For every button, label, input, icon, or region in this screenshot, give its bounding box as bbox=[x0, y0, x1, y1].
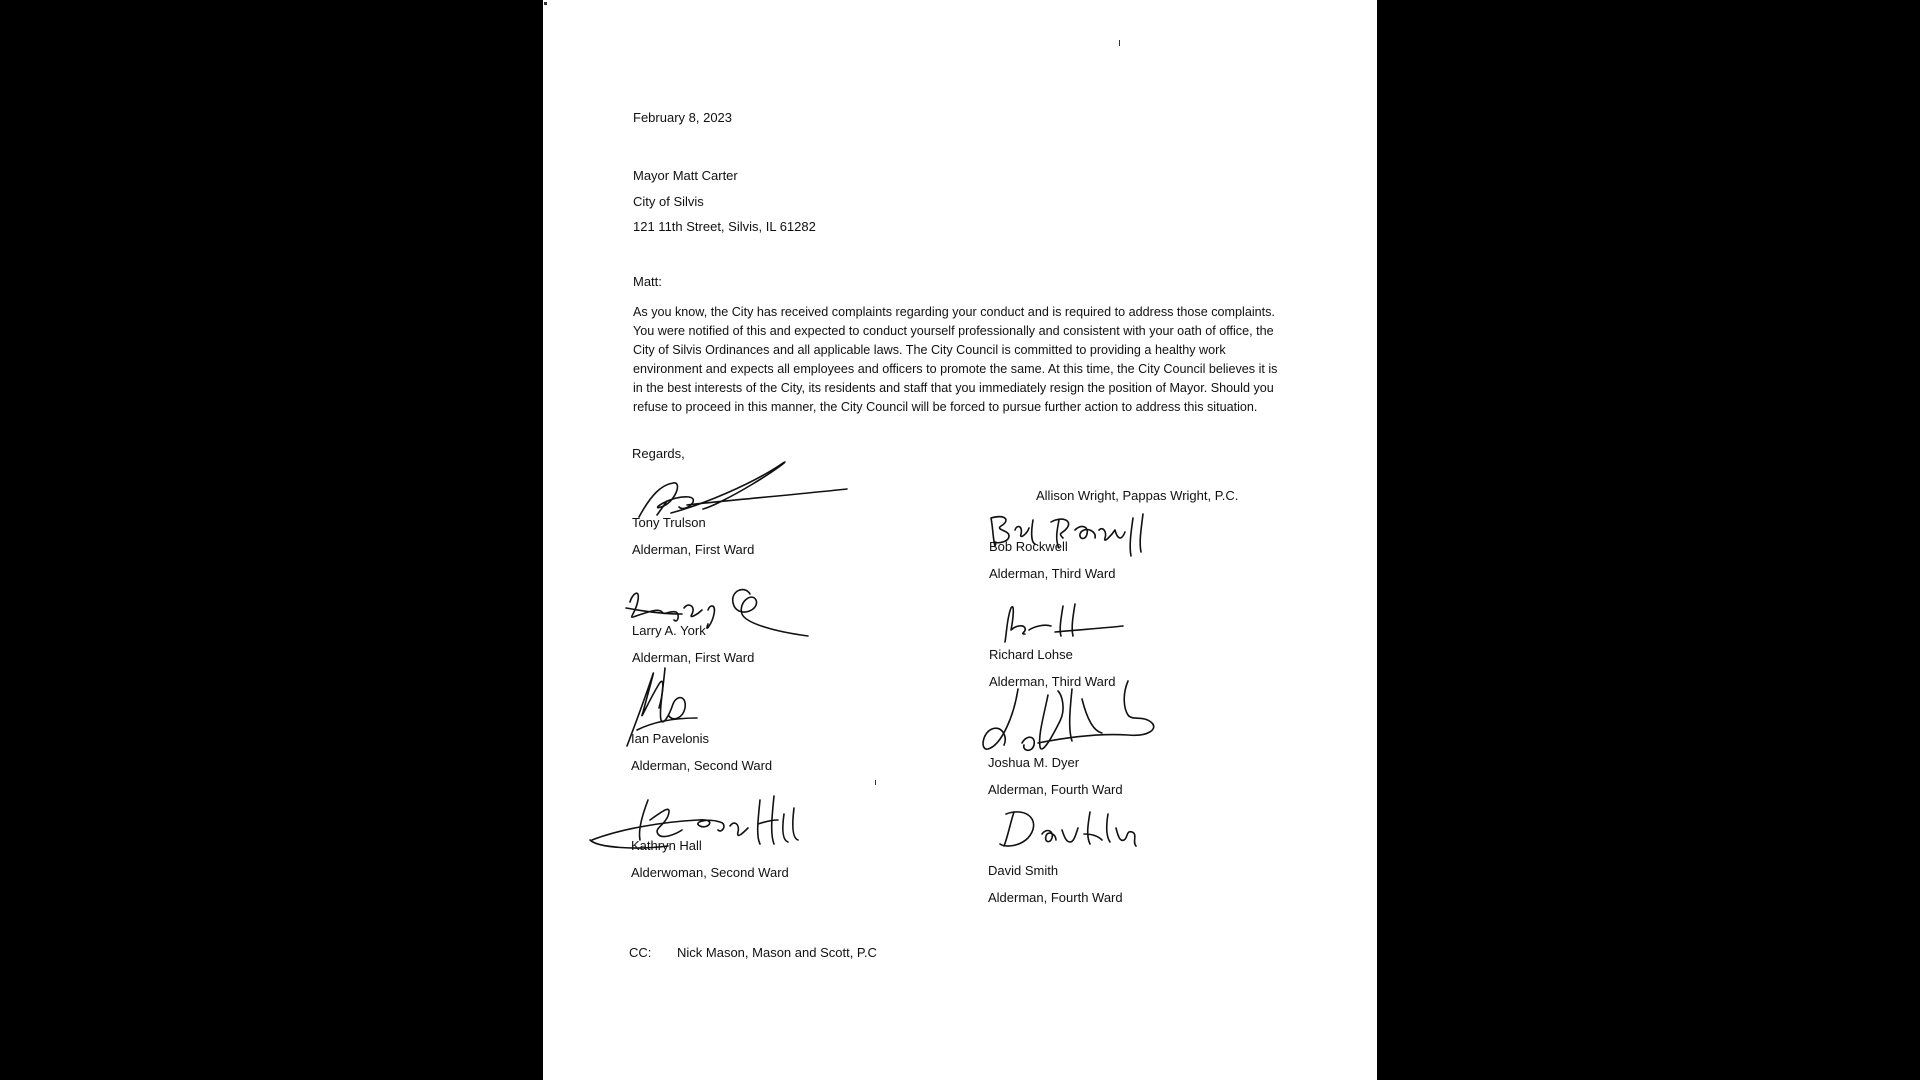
letter-page bbox=[543, 0, 1377, 1080]
cc-label: CC: bbox=[629, 945, 652, 960]
signature-david-smith bbox=[998, 806, 1148, 856]
recipient-name: Mayor Matt Carter bbox=[633, 168, 738, 183]
signatory-title: Alderman, First Ward bbox=[632, 650, 755, 665]
signatory-name: Richard Lohse bbox=[989, 647, 1073, 662]
attorney-line: Allison Wright, Pappas Wright, P.C. bbox=[1036, 488, 1239, 503]
signatory-name: Joshua M. Dyer bbox=[988, 755, 1080, 770]
signature-joshua-dyer bbox=[978, 675, 1168, 765]
signatory-name: David Smith bbox=[988, 863, 1059, 878]
letter-date: February 8, 2023 bbox=[633, 110, 733, 125]
signature-richard-lohse bbox=[995, 600, 1135, 650]
cc-value: Nick Mason, Mason and Scott, P.C bbox=[677, 945, 877, 960]
signatory-title: Alderman, Second Ward bbox=[631, 758, 773, 773]
scan-speck bbox=[875, 780, 876, 785]
signatory-name: Bob Rockwell bbox=[989, 539, 1068, 554]
letter-body: As you know, the City has received complaints regarding your conduct and is required to address those complaints. You were notified of this and expected to conduct yourself professionally and consistent with your oath of office, the City of Silvis Ordinances and all applicable laws. The City Council is committed to providing a healthy work environment and expects all employees and officers to promote the same. At this time, the City Council believes it is in the best interests of the City, its residents and staff that you immediately resign the position of Mayor. Should you refuse to proceed in this manner, the City Council will be forced to pursue further action to address this situation. bbox=[633, 305, 1278, 414]
signatory-title: Alderman, Third Ward bbox=[989, 674, 1116, 689]
signatory-name: Tony Trulson bbox=[632, 515, 706, 530]
recipient-org: City of Silvis bbox=[633, 194, 704, 209]
signatory-name: Larry A. York bbox=[632, 623, 706, 638]
signatory-title: Alderman, Fourth Ward bbox=[988, 890, 1123, 905]
signatory-title: Alderman, First Ward bbox=[632, 542, 755, 557]
signature-bob-rockwell bbox=[987, 512, 1157, 562]
scan-speck bbox=[1119, 40, 1120, 46]
signatory-name: Ian Pavelonis bbox=[631, 731, 710, 746]
salutation: Matt: bbox=[633, 274, 662, 289]
signature-larry-york bbox=[618, 580, 828, 650]
signature-kathryn-hall bbox=[588, 790, 808, 860]
signatory-name: Kathryn Hall bbox=[631, 838, 702, 853]
recipient-address: 121 11th Street, Silvis, IL 61282 bbox=[633, 219, 816, 234]
scan-speck bbox=[544, 2, 547, 5]
closing: Regards, bbox=[632, 446, 685, 461]
signature-ian-pavelonis bbox=[613, 660, 733, 750]
signatory-title: Alderman, Fourth Ward bbox=[988, 782, 1123, 797]
signature-tony-trulson bbox=[631, 455, 871, 525]
signatory-title: Alderwoman, Second Ward bbox=[631, 865, 789, 880]
signatory-title: Alderman, Third Ward bbox=[989, 566, 1116, 581]
